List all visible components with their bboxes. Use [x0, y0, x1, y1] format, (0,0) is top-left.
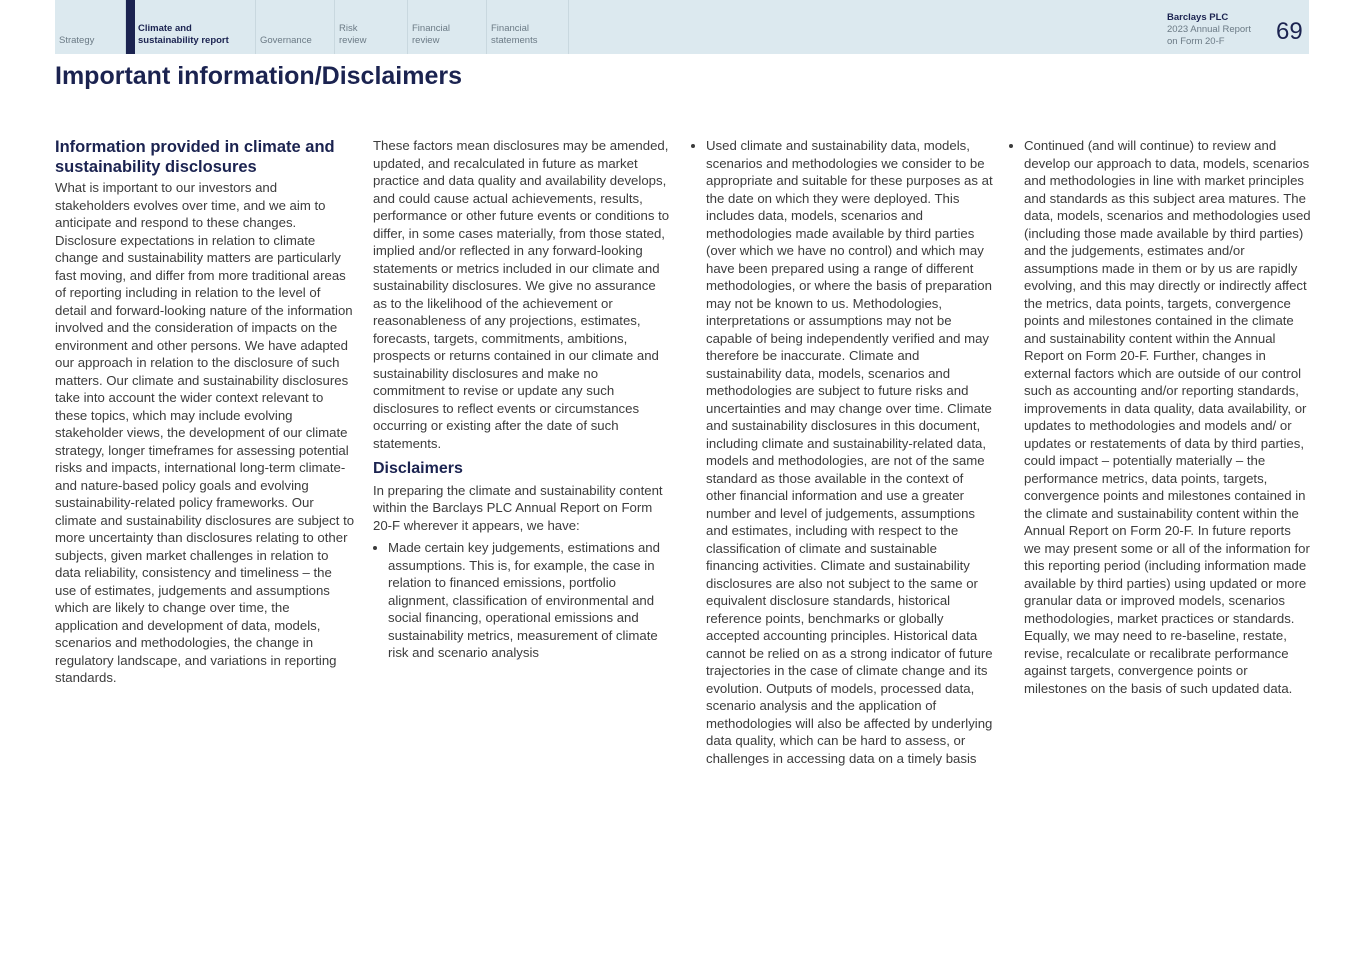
tab-label: Climate and sustainability report [138, 23, 229, 46]
report-name: 2023 Annual Report [1167, 24, 1251, 35]
tab-label: Strategy [59, 35, 95, 46]
active-tab-indicator [126, 0, 135, 54]
tab-label: Financial review [412, 23, 451, 46]
tab-label: Risk review [339, 23, 367, 46]
body-text: These factors mean disclosures may be amended, updated, and recalculated in future as market practice and data quality and availability develops, and could cause actual achievements, results, performance or other future events or conditions to differ, in some cases materially, from those stated, implied and/or reflected in any forward-looking statements or metrics included in our climate and sustainability disclosures. We give no assurance as to the likelihood of the achievement or reasonableness of any projections, estimates, forecasts, targets, commitments, ambitions, prospects or returns contained in our climate and sustainability disclosures and make no commitment to revise or update any such disclosures to reflect events or circumstances occurring or existing after the date of such statements. [373, 138, 670, 451]
tab-risk-review[interactable] [335, 0, 408, 54]
bullet-item: • Used climate and sustainability data, models, scenarios and methodologies we consider to be appropriate and suitable for these purposes as at the date on which they were deployed. This includes data, models, scenarios and methodologies made available by third parties (over which we have no control) and which may have been prepared using a range of different methodologies, or where the basis of preparation may not be known to us. Methodologies, interpretations or assumptions may not be capable of being independently verified and may therefore be inaccurate. Climate and sustainability data, models, scenarios and methodologies are subject to future risks and uncertainties and may change over time. Climate and sustainability disclosures in this document, including climate and sustainability-related data, models and methodologies, are not of the same standard as those available in the context of other financial information and use a greater number and level of judgements, assumptions and estimates, including with respect to the classification of climate and sustainable financing activities. Climate and sustainability disclosures are also not subject to the same or equivalent disclosure standards, historical reference points, benchmarks or globally accepted accounting principles. Historical data cannot be relied on as a strong indicator of future trajectories in the case of climate change and its evolution. Outputs of models, processed data, scenario analysis and the application of methodologies will also be affected by underlying data quality, which can be hard to assess, or challenges in accessing data on a timely basis [706, 137, 993, 767]
section-heading: Information provided in climate and sustainability disclosures [55, 138, 335, 176]
intro-text: In preparing the climate and sustainability content within the Barclays PLC Annual Report on Form 20-F wherever it appears, we have: [373, 482, 663, 533]
bullet-item: • Made certain key judgements, estimations and assumptions. This is, for example, the case in relation to financed emissions, portfolio alignment, classification of environmental and social financing, operational emissions and sustainability metrics, measurement of climate risk and scenario analysis [388, 539, 673, 662]
brand-name: Barclays PLC [1167, 12, 1229, 23]
tab-label: Financial statements [491, 23, 538, 46]
page-title: Important information/Disclaimers [55, 62, 463, 90]
tab-strategy[interactable] [55, 0, 126, 54]
body-text: What is important to our investors and stakeholders evolves over time, and we aim to anticipate and respond to these changes. Disclosure expectations in relation to climate change and sustainability matters are particularly fast moving, and differ from more traditional areas of reporting including in relation to the level of detail and forward-looking nature of the information involved and the consideration of impacts on the environment and other persons. We have adapted our approach in relation to the disclosure of such matters. Our climate and sustainability disclosures take into account the wider context relevant to these topics, which may include evolving stakeholder views, the development of our climate strategy, longer timeframes for assessing potential risks and impacts, international long-term climate- and nature-based policy goals and evolving sustainability-related policy frameworks. Our climate and sustainability disclosures are subject to more uncertainty than disclosures relating to other subjects, given market challenges in relation to data reliability, consistency and timeliness – the use of estimates, judgements and assumptions which are likely to change over time, the application and development of data, models, scenarios and methodologies, the change in regulatory landscape, and variations in reporting standards. [55, 180, 355, 685]
tab-financial-statements[interactable] [487, 0, 569, 54]
report-form: on Form 20-F [1167, 36, 1225, 47]
disclaimers-heading: Disclaimers [373, 460, 463, 477]
report-info [1167, 12, 1251, 48]
tab-label: Governance [260, 35, 312, 46]
column-2 [373, 137, 673, 662]
tab-financial-review[interactable] [408, 0, 487, 54]
tab-climate[interactable] [126, 0, 256, 54]
column-4 [1009, 137, 1311, 697]
tab-governance[interactable] [256, 0, 335, 54]
bullet-item: • Continued (and will continue) to review and develop our approach to data, models, scenarios and methodologies in line with market principles and standards as this subject area matures. The data, models, scenarios and methodologies used (including those made available by third parties) and the judgements, estimates and/or assumptions made in them or by us are rapidly evolving, and this may directly or indirectly affect the metrics, data points, targets, convergence points and milestones contained in the climate and sustainability content within the Annual Report on Form 20-F. Further, changes in external factors which are outside of our control such as accounting and/or reporting standards, improvements in data quality, data availability, or updates to methodologies and models and/ or updates or restatements of data by third parties, could impact – potentially materially – the performance metrics, data points, targets, convergence points and milestones contained in the climate and sustainability content within the Annual Report on Form 20-F. In future reports we may present some or all of the information for this reporting period (including information made available by third parties) using updated or more granular data or improved models, scenarios methodologies, market practices or standards. Equally, we may need to re-baseline, restate, revise, recalculate or recalibrate performance against targets, convergence points or milestones on the basis of such updated data. [1024, 137, 1311, 697]
page-number: 69 [1276, 18, 1303, 45]
column-3 [691, 137, 993, 767]
column-1 [55, 137, 355, 687]
